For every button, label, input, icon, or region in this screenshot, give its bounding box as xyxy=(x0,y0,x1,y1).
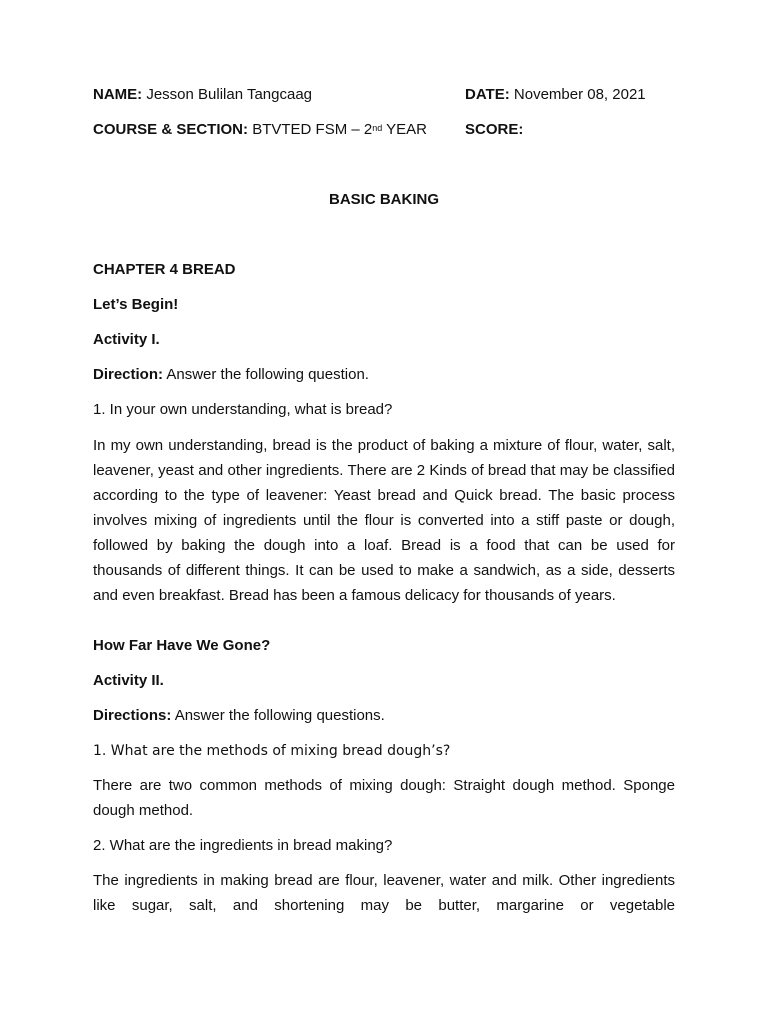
course-value-text: BTVTED FSM – 2 xyxy=(252,121,373,138)
direction-1 xyxy=(93,366,369,384)
lets-begin-heading: Let’s Begin! xyxy=(93,296,179,313)
course-value-sup: nd xyxy=(372,123,383,133)
chapter-heading: CHAPTER 4 BREAD xyxy=(93,261,236,278)
date-label: DATE: xyxy=(465,86,510,103)
date-value: November 08, 2021 xyxy=(513,86,646,103)
question-2-2: 2. What are the ingredients in bread making? xyxy=(93,837,393,854)
question-2-1: 1. What are the methods of mixing bread dough’s? xyxy=(93,743,451,759)
course-row xyxy=(93,121,427,139)
answer-1-paragraph: In my own understanding, bread is the product of baking a mixture of flour, water, salt, leavener, yeast and other ingredients. There are 2 Kinds of bread that may be classified according to the type of leavener: Yeast bread and Quick bread. The basic process involves mixing of ingredients until the flour is converted into a stiff paste or dough, followed by baking the dough into a loaf. Bread is a food that can be used for thousands of different things. It can be used to make a sandwich, as a side, desserts and even breakfast. Bread has been a famous delicacy for thousands of years. xyxy=(93,437,675,604)
answer-2-1-paragraph: There are two common methods of mixing dough: Straight dough method. Sponge dough method. xyxy=(93,777,675,819)
document-title: BASIC BAKING xyxy=(328,191,439,208)
activity-2-heading: Activity II. xyxy=(93,672,164,689)
name-label: NAME: xyxy=(93,86,143,103)
direction-2 xyxy=(93,707,385,725)
course-value xyxy=(252,121,427,138)
direction-1-text: Answer the following question. xyxy=(163,366,369,383)
course-value-year: YEAR xyxy=(382,121,427,138)
direction-2-label: Directions: xyxy=(93,707,172,724)
direction-1-label: Direction: xyxy=(93,366,164,383)
score-label: SCORE: xyxy=(465,121,524,138)
name-row xyxy=(93,86,312,104)
course-label: COURSE & SECTION: xyxy=(93,121,249,138)
name-value: Jesson Bulilan Tangcaag xyxy=(146,86,313,103)
direction-2-text: Answer the following questions. xyxy=(171,707,385,724)
activity-1-heading: Activity I. xyxy=(93,331,160,348)
how-far-heading: How Far Have We Gone? xyxy=(93,637,271,654)
question-1: 1. In your own understanding, what is bread? xyxy=(93,401,393,418)
date-row xyxy=(465,86,646,104)
answer-2-2-paragraph: The ingredients in making bread are flour, leavener, water and milk. Other ingredients like sugar, salt, and shortening may be butter, margarine or vegetable xyxy=(93,872,675,914)
